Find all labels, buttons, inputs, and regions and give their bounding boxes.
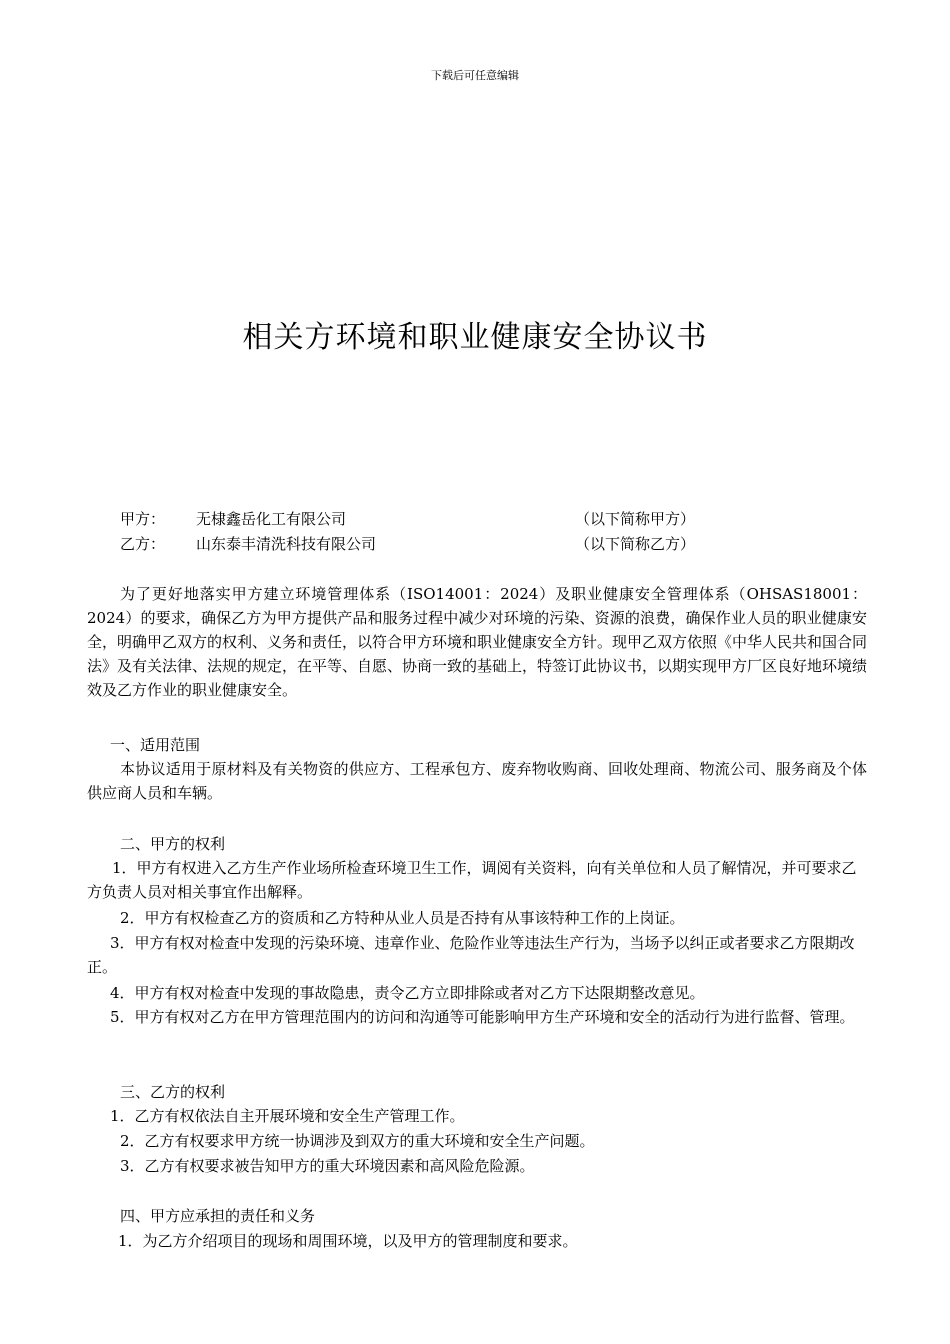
section-4-item: 1．为乙方介绍项目的现场和周围环境，以及甲方的管理制度和要求。 [118, 1232, 578, 1250]
party-a-line [120, 508, 720, 532]
section-1-body: 本协议适用于原材料及有关物资的供应方、工程承包方、废弃物收购商、回收处理商、物流公司、服务商及个体供应商人员和车辆。 [87, 760, 867, 802]
party-b-abbr: （以下简称乙方） [575, 535, 696, 553]
party-a-label: 甲方： [120, 510, 166, 528]
party-a-name: 无棣鑫岳化工有限公司 [196, 510, 347, 528]
document-title: 相关方环境和职业健康安全协议书 [242, 320, 708, 355]
section-2-item: 1．甲方有权进入乙方生产作业场所检查环境卫生工作，调阅有关资料，向有关单位和人员了解情况，并可要求乙方负责人员对相关事宜作出解释。 [87, 859, 857, 901]
intro-paragraph: 为了更好地落实甲方建立环境管理体系（ISO14001：2024）及职业健康安全管理体系（OHSAS18001：2024）的要求，确保乙方为甲方提供产品和服务过程中减少对环境的污染、资源的浪费，确保作业人员的职业健康安全，明确甲乙双方的权利、义务和责任，以符合甲方环境和职业健康安全方针。现甲乙双方依照《中华人民共和国合同法》及有关法律、法规的规定，在平等、自愿、协商一致的基础上，特签订此协议书，以期实现甲方厂区良好地环境绩效及乙方作业的职业健康安全。 [87, 585, 868, 699]
section-4-heading: 四、甲方应承担的责任和义务 [120, 1207, 316, 1225]
section-2-item: 3．甲方有权对检查中发现的污染环境、违章作业、危险作业等违法生产行为，当场予以纠正或者要求乙方限期改正。 [87, 934, 855, 976]
page-header: 下载后可任意编辑 [431, 69, 519, 82]
party-a-abbr: （以下简称甲方） [575, 510, 696, 528]
section-2-heading: 二、甲方的权利 [120, 835, 226, 853]
section-3-heading: 三、乙方的权利 [120, 1083, 226, 1101]
section-2-item: 5．甲方有权对乙方在甲方管理范围内的访问和沟通等可能影响甲方生产环境和安全的活动行为进行监督、管理。 [110, 1008, 855, 1026]
party-b-line [120, 533, 720, 557]
section-3-item: 1．乙方有权依法自主开展环境和安全生产管理工作。 [110, 1107, 465, 1125]
party-b-label: 乙方： [120, 535, 166, 553]
party-b-name: 山东泰丰清洗科技有限公司 [196, 535, 377, 553]
section-1-heading: 一、适用范围 [110, 736, 201, 754]
section-2-item: 2．甲方有权检查乙方的资质和乙方特种从业人员是否持有从事该特种工作的上岗证。 [120, 909, 685, 927]
section-3-item: 3．乙方有权要求被告知甲方的重大环境因素和高风险危险源。 [120, 1157, 535, 1175]
section-3-item: 2．乙方有权要求甲方统一协调涉及到双方的重大环境和安全生产问题。 [120, 1132, 595, 1150]
section-2-item: 4．甲方有权对检查中发现的事故隐患，责令乙方立即排除或者对乙方下达限期整改意见。 [110, 984, 705, 1002]
